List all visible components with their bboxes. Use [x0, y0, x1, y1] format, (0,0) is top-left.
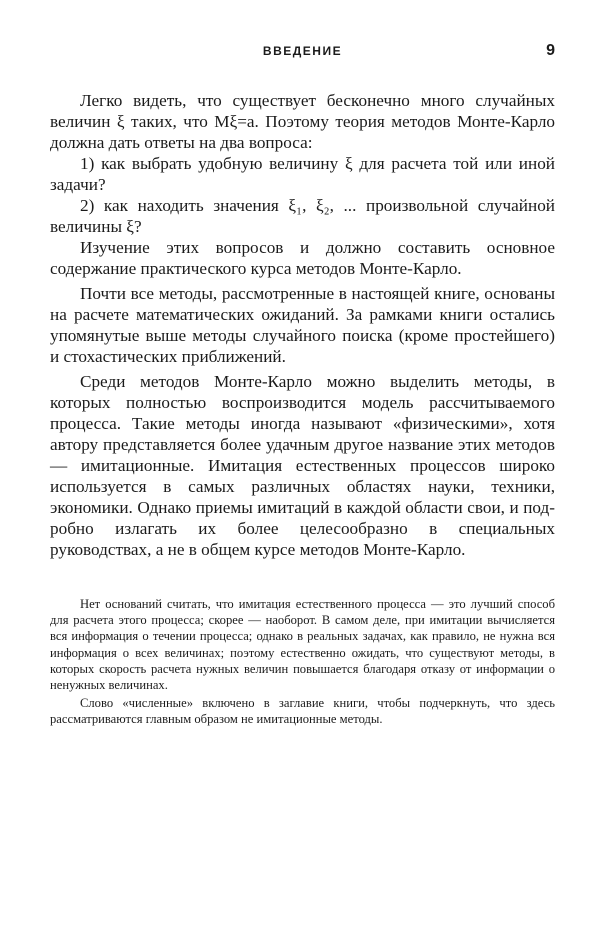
paragraph-intro: Легко видеть, что существует бесконечно много случайных величин ξ таких, что Mξ=a. Поэтому теория методов Монте-Карло должна дать ответы на два вопроса:	[50, 91, 555, 152]
paragraph-study: Изучение этих вопросов и должно составить основное содержание практического курса методов Монте-Карло.	[50, 238, 555, 278]
question-1: 1) как выбрать удобную величину ξ для расчета той или иной задачи?	[50, 154, 555, 194]
question-2: 2) как находить значения ξ₁, ξ₂, ... произвольной случайной величины ξ?	[50, 196, 555, 236]
paragraph-simulation: Среди методов Монте-Карло можно выделить методы, в которых полностью воспроизводится модель рассчитываемого процесса. Такие методы иногда называют «физическими», хотя автору представляется более удачным другое название этих методов — имитационные. Имитация естественных процессов широко используется в самых различных областях науки, техники, экономики. Однако приемы имитаций в каждой области свои, и подробно излагать их более целесообразно в специальных руководствах, а не в общем курсе методов Монте-Карло.	[50, 372, 555, 559]
footnote-title-word: Слово «численные» включено в заглавие книги, чтобы подчеркнуть, что здесь рассматриваются главным образом не имитационные методы.	[50, 696, 555, 727]
chapter-title: ВВЕДЕНИЕ	[262, 44, 343, 58]
footnote-block	[50, 596, 555, 728]
paragraph-expectations: Почти все методы, рассмотренные в настоящей книге, основаны на расчете математических ожиданий. За рамками книги остались упомянутые выше методы случайного поиска (кроме простейшего) и стохастических приближений.	[50, 284, 555, 366]
main-text	[50, 90, 555, 560]
running-head	[50, 44, 555, 68]
page-number: 9	[546, 42, 555, 59]
footnote-simulation: Нет оснований считать, что имитация естественного процесса — это лучший способ для расчета этого процесса; скорее — наоборот. В самом деле, при имитации вычисляется вся информация о течении процесса; однако в реальных задачах, как правило, не нужна вся информация о всех величинах; поэтому естественно ожидать, что существуют методы, в которых скорость расчета нужных величин повышается благодаря отказу от информации о ненужных величинах.	[50, 597, 555, 693]
